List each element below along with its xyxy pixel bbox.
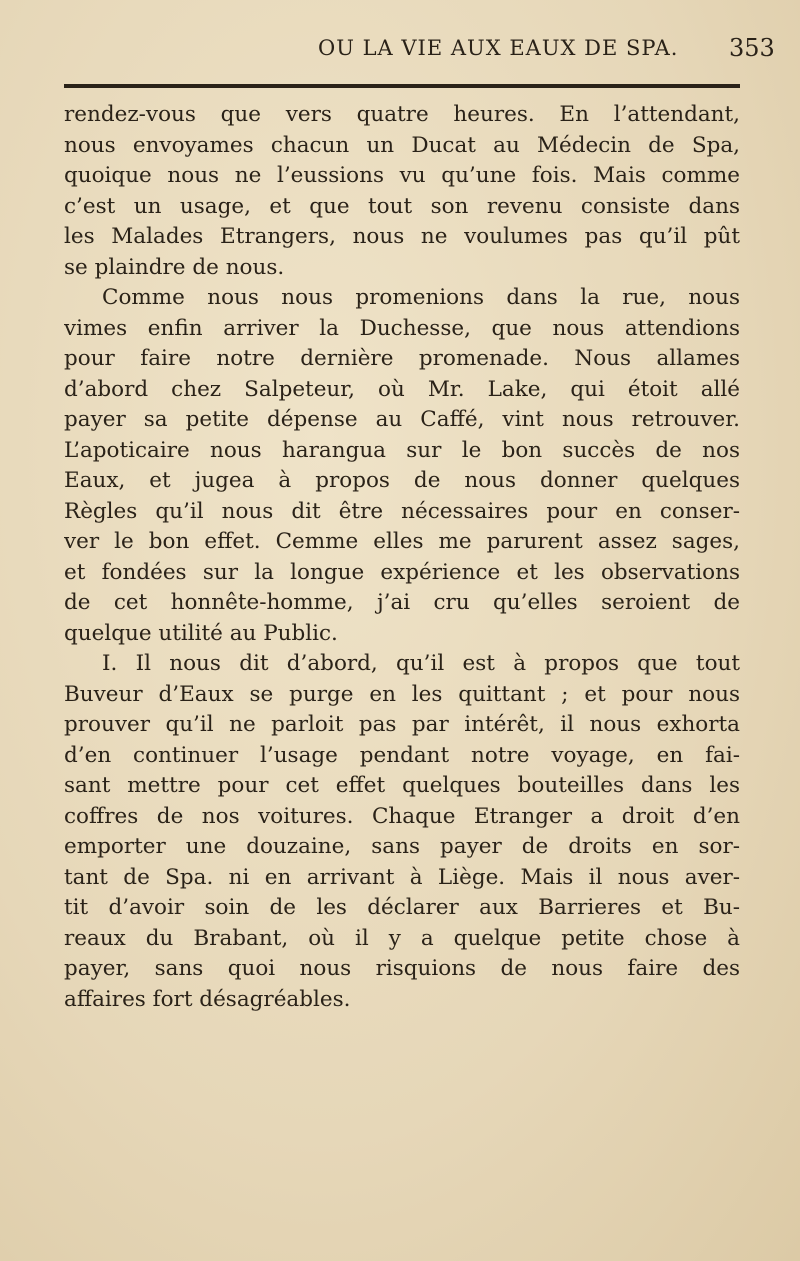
text-line: Règles qu’il nous dit être nécessaires pour en conser-: [64, 498, 740, 524]
text-line: se plaindre de nous.: [64, 254, 285, 280]
text-line: quelque utilité au Public.: [64, 620, 338, 646]
text-line: tant de Spa. ni en arrivant à Liège. Mais il nous aver-: [64, 864, 740, 890]
text-line: payer, sans quoi nous risquions de nous faire des: [64, 956, 740, 981]
body-text: [64, 100, 740, 1015]
text-line: de cet honnête-homme, j’ai cru qu’elles seroient de: [64, 590, 740, 615]
running-title: OU LA VIE AUX EAUX DE SPA.: [318, 36, 679, 60]
text-line: Buveur d’Eaux se purge en les quittant ; et pour nous: [64, 681, 740, 707]
text-line: reaux du Brabant, où il y a quelque petite chose à: [64, 925, 740, 951]
text-line: quoique nous ne l’eussions vu qu’une fois. Mais comme: [64, 163, 740, 188]
text-line: c’est un usage, et que tout son revenu consiste dans: [64, 193, 740, 219]
text-line: ver le bon effet. Cemme elles me parurent assez sages,: [64, 529, 740, 554]
text-line: d’abord chez Salpeteur, où Mr. Lake, qui étoit allé: [64, 376, 740, 402]
text-line: Eaux, et jugea à propos de nous donner quelques: [64, 468, 740, 493]
page-number: 353: [729, 34, 775, 62]
text-line: vimes enfin arriver la Duchesse, que nous attendions: [64, 315, 740, 341]
text-line: nous envoyames chacun un Ducat au Médecin de Spa,: [64, 132, 740, 158]
text-line: coffres de nos voitures. Chaque Etranger a droit d’en: [64, 803, 740, 829]
text-line: rendez-vous que vers quatre heures. En l’attendant,: [64, 102, 740, 127]
text-line: emporter une douzaine, sans payer de droits en sor-: [64, 834, 740, 859]
text-line: affaires fort désagréables.: [64, 986, 351, 1012]
text-line: tit d’avoir soin de les déclarer aux Barrieres et Bu-: [64, 895, 740, 920]
text-line: d’en continuer l’usage pendant notre voyage, en fai-: [64, 742, 740, 768]
page-header: [0, 28, 800, 64]
text-line: sant mettre pour cet effet quelques bouteilles dans les: [64, 773, 740, 798]
text-line: payer sa petite dépense au Caffé, vint nous retrouver.: [64, 407, 740, 432]
paragraph-first-line: I. Il nous dit d’abord, qu’il est à propos que tout: [102, 651, 740, 676]
text-line: pour faire notre dernière promenade. Nous allames: [64, 346, 740, 371]
text-line: et fondées sur la longue expérience et les observations: [64, 559, 740, 585]
header-rule: [64, 84, 740, 88]
text-line: prouver qu’il ne parloit pas par intérêt, il nous exhorta: [64, 712, 740, 737]
text-line: les Malades Etrangers, nous ne voulumes pas qu’il pût: [64, 224, 740, 249]
paragraph-first-line: Comme nous nous promenions dans la rue, nous: [102, 285, 740, 310]
text-line: L’apoticaire nous harangua sur le bon succès de nos: [64, 437, 740, 463]
